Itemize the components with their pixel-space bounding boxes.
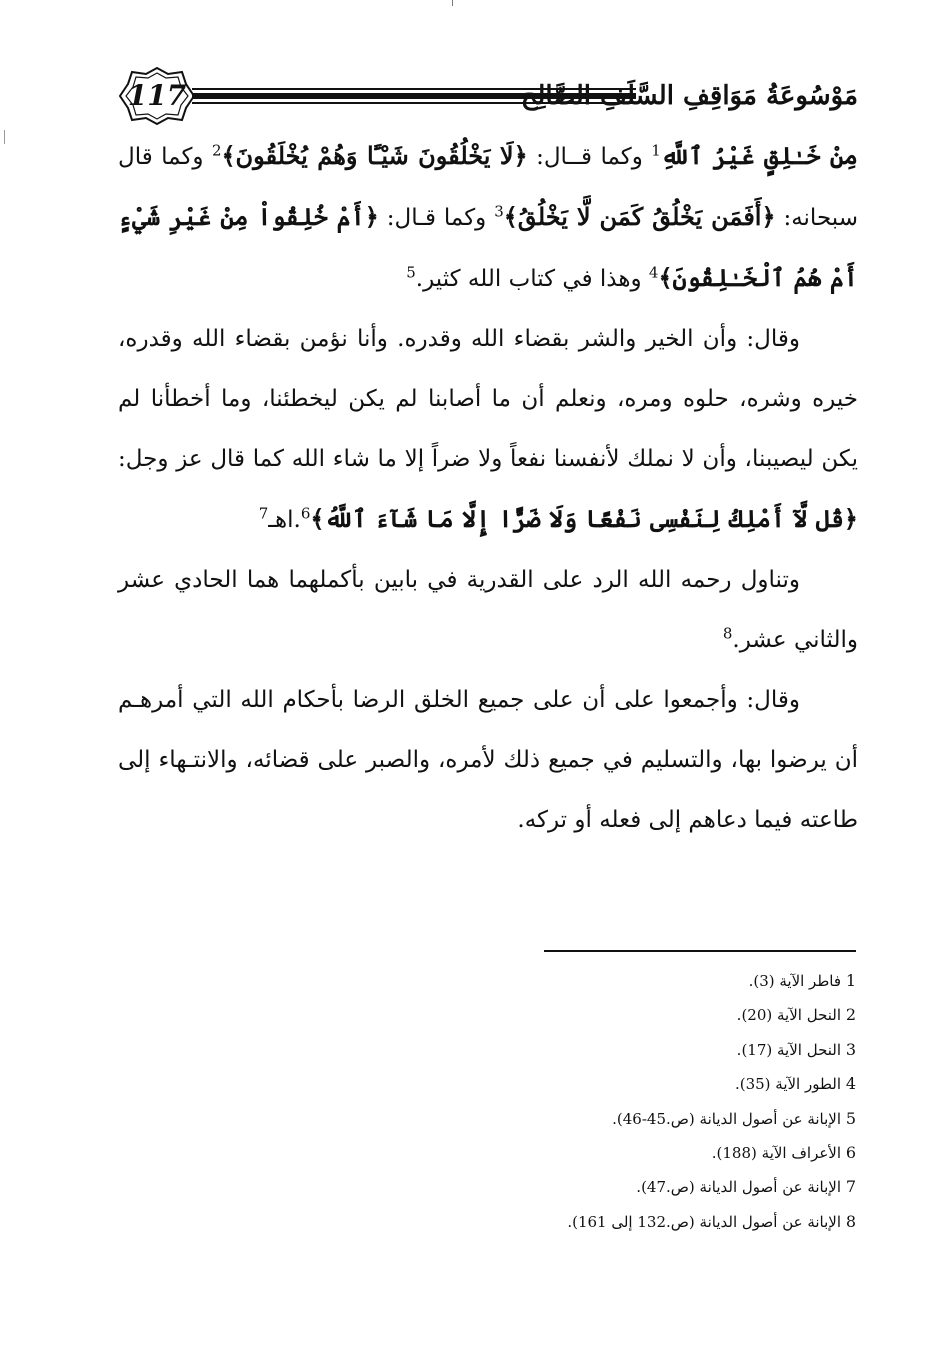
text-run: وهذا في كتاب الله كثير.: [415, 266, 649, 292]
footnote-number: 1: [845, 971, 856, 990]
footnote-text: الطور الآية (35).: [734, 1075, 842, 1094]
footnote-text: الإبانة عن أصول الديانة (ص.132 إلى 161).: [567, 1212, 842, 1231]
quran-verse: ﴿أَمْ خُلِقُواْ مِنْ غَيْرِ شَيْءٍ أَمْ هُمُ ٱلْخَـٰلِقُونَ﴾: [118, 202, 858, 292]
footnote-number: 3: [845, 1039, 856, 1059]
text-run: .اهـ: [268, 507, 301, 533]
main-text: [118, 126, 858, 850]
footnote-number: 5: [845, 1108, 856, 1128]
scan-mark: [452, 0, 453, 6]
text-run: وقال: وأن الخير والشر بقضاء الله وقدره. وأنا نؤمن بقضاء الله وقدره، خيره وشره، حلوه ومره، ونعلم أن ما أصابنا لم يكن ليخطئنا، وما أخطأنا لم يكن ليصيبنا، وأن لا نملك لأنفسنا نفعاً ولا ضراً إلا ما شاء الله كما قال عز وجل:: [118, 326, 858, 472]
footnotes: [470, 964, 856, 1239]
footnote-text: الأعراف الآية (188).: [711, 1144, 842, 1163]
footnote-ref: 1: [651, 141, 661, 160]
text-run: وتناول رحمه الله الرد على القدرية في بابين بأكملهما هما الحادي عشر والثاني عشر.: [118, 567, 858, 653]
footnote-item: [470, 998, 856, 1032]
running-title: مَوْسُوعَةُ مَوَاقِفِ السَّلَفِ الصَّالِح: [520, 81, 858, 111]
footnote-item: [470, 1033, 856, 1067]
footnote-text: الإبانة عن أصول الديانة (ص.47).: [636, 1178, 842, 1197]
page-number-badge: [118, 66, 196, 126]
footnote-number: 2: [845, 1005, 856, 1025]
footnote-number: 6: [845, 1143, 856, 1163]
footnote-ref: 3: [494, 202, 504, 221]
footnote-ref: 6: [300, 504, 311, 523]
paragraph-4: [118, 670, 858, 850]
footnote-text: الإبانة عن أصول الديانة (ص.45-46).: [612, 1109, 842, 1128]
paragraph-1: [118, 126, 858, 309]
footnote-ref: 7: [258, 504, 269, 523]
footnote-number: 8: [845, 1211, 856, 1231]
text-run: وكما قــال:: [527, 144, 652, 170]
footnote-item: [470, 1136, 856, 1170]
footnote-item: [470, 1102, 856, 1136]
paragraph-3: [118, 550, 858, 670]
footnote-number: 7: [845, 1177, 856, 1197]
text-run: وكما قال سبحانه:: [118, 144, 858, 231]
footnote-item: [470, 1205, 856, 1239]
footnote-separator: [544, 950, 856, 952]
footnote-number: 4: [845, 1074, 856, 1094]
quran-verse: ﴿قُل لَّآ أَمْلِكُ لِنَفْسِى نَفْعًا وَلَا ضَرًّا إِلَّا مَا شَآءَ ٱللَّهُ﴾: [310, 504, 858, 533]
margin-mark: [4, 130, 5, 144]
footnote-text: النحل الآية (20).: [736, 1006, 842, 1025]
text-run: وقال: وأجمعوا على أن على جميع الخلق الرضا بأحكام الله التي أمرهـم أن يرضوا بها، والتسليم في جميع ذلك لأمره، والصبر على قضائه، والانتـهاء إلى طاعته فيما دعاهم إلى فعله أو تركه.: [118, 687, 858, 833]
footnote-ref: 2: [211, 141, 222, 160]
footnote-text: النحل الآية (17).: [736, 1040, 842, 1059]
quran-verse: ﴿أَفَمَن يَخْلُقُ كَمَن لَّا يَخْلُقُ﴾: [503, 202, 776, 231]
footnote-item: [470, 964, 856, 998]
paragraph-2: [118, 309, 858, 550]
footnote-text: فاطر الآية (3).: [748, 972, 842, 990]
footnote-ref: 4: [648, 263, 659, 282]
footnote-item: [470, 1067, 856, 1101]
footnote-item: [470, 1170, 856, 1204]
page-header: [118, 66, 858, 126]
footnote-ref: 5: [406, 263, 416, 282]
page-number: 117: [127, 79, 187, 112]
quran-verse: مِنْ خَـٰلِقٍ غَيْرُ ٱللَّهِ: [660, 141, 858, 170]
footnote-ref: 8: [722, 624, 733, 643]
quran-verse: ﴿لَا يَخْلُقُونَ شَيْـًٔا وَهُمْ يُخْلَقُونَ﴾: [221, 141, 528, 170]
text-run: وكما قـال:: [378, 205, 495, 231]
